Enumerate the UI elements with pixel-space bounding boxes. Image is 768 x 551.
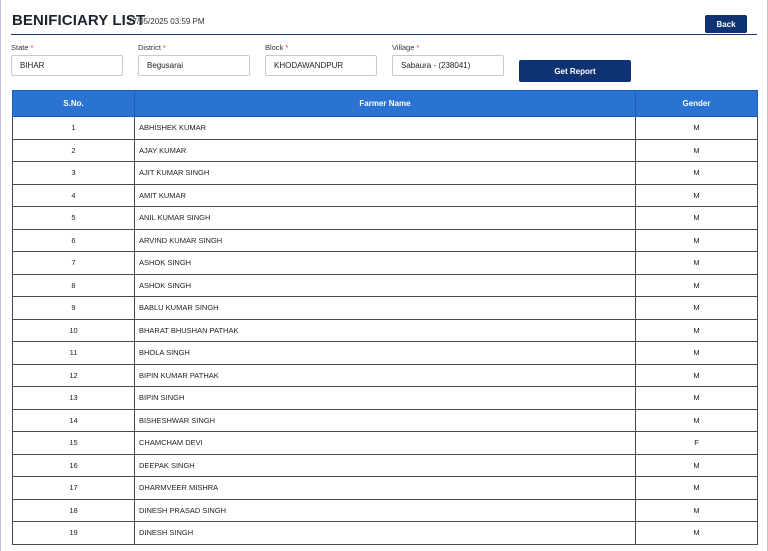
state-filter <box>11 43 123 76</box>
row-farmer-name: AJAY KUMAR <box>135 139 636 162</box>
row-gender: M <box>636 319 758 342</box>
table-row <box>13 477 758 500</box>
row-farmer-name: BIPIN SINGH <box>135 387 636 410</box>
row-farmer-name: BISHESHWAR SINGH <box>135 409 636 432</box>
village-field[interactable] <box>392 55 504 76</box>
table-row <box>13 184 758 207</box>
get-report-button[interactable]: Get Report <box>519 60 631 82</box>
table-row <box>13 319 758 342</box>
column-header-gender: Gender <box>636 91 758 117</box>
table-row <box>13 364 758 387</box>
row-farmer-name: CHAMCHAM DEVI <box>135 432 636 455</box>
row-sno: 14 <box>13 409 135 432</box>
table-row <box>13 387 758 410</box>
row-farmer-name: AJIT KUMAR SINGH <box>135 162 636 185</box>
row-farmer-name: ASHOK SINGH <box>135 274 636 297</box>
table-row <box>13 522 758 545</box>
row-sno: 13 <box>13 387 135 410</box>
row-gender: M <box>636 229 758 252</box>
table-row <box>13 162 758 185</box>
row-farmer-name: DINESH PRASAD SINGH <box>135 499 636 522</box>
table-row <box>13 342 758 365</box>
row-sno: 8 <box>13 274 135 297</box>
district-field[interactable] <box>138 55 250 76</box>
row-gender: M <box>636 387 758 410</box>
row-sno: 16 <box>13 454 135 477</box>
table-row <box>13 454 758 477</box>
district-filter <box>138 43 250 76</box>
table-row <box>13 117 758 140</box>
table-row <box>13 274 758 297</box>
row-gender: M <box>636 162 758 185</box>
back-button[interactable]: Back <box>705 15 747 33</box>
table-row <box>13 297 758 320</box>
row-gender: M <box>636 522 758 545</box>
block-filter <box>265 43 377 76</box>
required-mark: * <box>416 43 420 52</box>
row-farmer-name: DEEPAK SINGH <box>135 454 636 477</box>
required-mark: * <box>162 43 166 52</box>
table-row <box>13 432 758 455</box>
row-sno: 7 <box>13 252 135 275</box>
row-sno: 3 <box>13 162 135 185</box>
block-field[interactable] <box>265 55 377 76</box>
row-gender: M <box>636 342 758 365</box>
row-gender: M <box>636 184 758 207</box>
row-sno: 4 <box>13 184 135 207</box>
row-sno: 6 <box>13 229 135 252</box>
row-gender: M <box>636 499 758 522</box>
state-field[interactable] <box>11 55 123 76</box>
row-sno: 12 <box>13 364 135 387</box>
required-mark: * <box>30 43 34 52</box>
row-farmer-name: ABHISHEK KUMAR <box>135 117 636 140</box>
row-sno: 15 <box>13 432 135 455</box>
row-farmer-name: ARVIND KUMAR SINGH <box>135 229 636 252</box>
report-timestamp: 27/05/2025 03:59 PM <box>128 17 205 26</box>
filter-bar <box>1 43 767 83</box>
district-label: District * <box>138 43 166 52</box>
row-farmer-name: AMIT KUMAR <box>135 184 636 207</box>
column-header-farmer-name: Farmer Name <box>135 91 636 117</box>
row-farmer-name: DHARMVEER MISHRA <box>135 477 636 500</box>
row-gender: F <box>636 432 758 455</box>
table-row <box>13 207 758 230</box>
state-label: State * <box>11 43 34 52</box>
row-gender: M <box>636 409 758 432</box>
row-gender: M <box>636 207 758 230</box>
row-farmer-name: DINESH SINGH <box>135 522 636 545</box>
page-header <box>11 12 757 35</box>
table-header-row <box>13 91 758 117</box>
row-sno: 5 <box>13 207 135 230</box>
beneficiary-table <box>12 90 758 545</box>
table-row <box>13 139 758 162</box>
row-farmer-name: ASHOK SINGH <box>135 252 636 275</box>
village-label: Village * <box>392 43 420 52</box>
village-filter <box>392 43 504 76</box>
table-row <box>13 229 758 252</box>
row-gender: M <box>636 477 758 500</box>
row-farmer-name: BHOLA SINGH <box>135 342 636 365</box>
row-sno: 17 <box>13 477 135 500</box>
table-row <box>13 409 758 432</box>
block-label: Block * <box>265 43 289 52</box>
row-farmer-name: BIPIN KUMAR PATHAK <box>135 364 636 387</box>
row-sno: 9 <box>13 297 135 320</box>
table-row <box>13 499 758 522</box>
row-gender: M <box>636 274 758 297</box>
row-farmer-name: ANIL KUMAR SINGH <box>135 207 636 230</box>
column-header-sno: S.No. <box>13 91 135 117</box>
row-sno: 1 <box>13 117 135 140</box>
row-farmer-name: BHARAT BHUSHAN PATHAK <box>135 319 636 342</box>
row-sno: 19 <box>13 522 135 545</box>
row-gender: M <box>636 252 758 275</box>
row-gender: M <box>636 117 758 140</box>
row-sno: 10 <box>13 319 135 342</box>
required-mark: * <box>285 43 289 52</box>
row-sno: 2 <box>13 139 135 162</box>
row-sno: 18 <box>13 499 135 522</box>
table-row <box>13 252 758 275</box>
page-title: BENIFICIARY LIST <box>12 12 146 29</box>
row-gender: M <box>636 454 758 477</box>
row-sno: 11 <box>13 342 135 365</box>
row-gender: M <box>636 364 758 387</box>
row-gender: M <box>636 297 758 320</box>
row-gender: M <box>636 139 758 162</box>
row-farmer-name: BABLU KUMAR SINGH <box>135 297 636 320</box>
